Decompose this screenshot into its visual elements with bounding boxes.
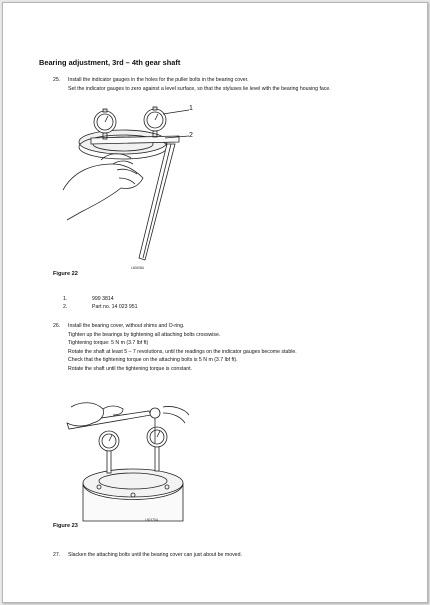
step-body (68, 76, 331, 93)
step-line: Tightening torque: 5 N m (3.7 lbf ft) (68, 340, 149, 346)
step-body (68, 551, 242, 560)
step-line: Set the indicator gauges to zero against a level surface, so that the styluses lie level with the bearing housing face. (68, 85, 331, 92)
step-line: Tighten up the bearings by tightening all attaching bolts crosswise. (68, 331, 221, 338)
manual-page (2, 2, 428, 603)
step-number: 25. (53, 77, 61, 83)
step-line: Check that the tightening torque on the attaching bolts is 5 N m (3.7 lbf ft). (68, 357, 238, 363)
callout-2: 2 (189, 132, 193, 139)
figure-code: L6037DA (145, 518, 159, 522)
step-body (68, 322, 297, 373)
legend-value: 999 3814 (92, 296, 114, 302)
figure-22-illustration (61, 100, 201, 268)
step-line: Slacken the attaching bolts until the bearing cover can just about be moved. (68, 552, 242, 558)
figure-22-caption: Figure 22 (53, 271, 78, 277)
step-line: Rotate the shaft until the tightening torque is constant. (68, 365, 193, 372)
callout-1: 1 (189, 105, 193, 112)
legend-key: 2. (63, 304, 68, 310)
legend-key: 1. (63, 296, 68, 302)
step-line: Rotate the shaft at least 5 – 7 revolutions, until the readings on the indicator gauges become stable. (68, 348, 297, 355)
section-title: Bearing adjustment, 3rd – 4th gear shaft (39, 58, 181, 67)
figure-23-caption: Figure 23 (53, 523, 78, 529)
step-number: 26. (53, 323, 61, 329)
step-line: Install the indicator gauges in the holes for the puller bolts in the bearing cover. (68, 77, 249, 83)
step-number: 27. (53, 552, 61, 558)
step-line: Install the bearing cover, without shims and O-ring. (68, 323, 185, 329)
legend-value: Part no. 14 023 951 (92, 304, 138, 310)
figure-23-illustration (63, 383, 203, 523)
figure-code: L6060BA (131, 266, 145, 270)
